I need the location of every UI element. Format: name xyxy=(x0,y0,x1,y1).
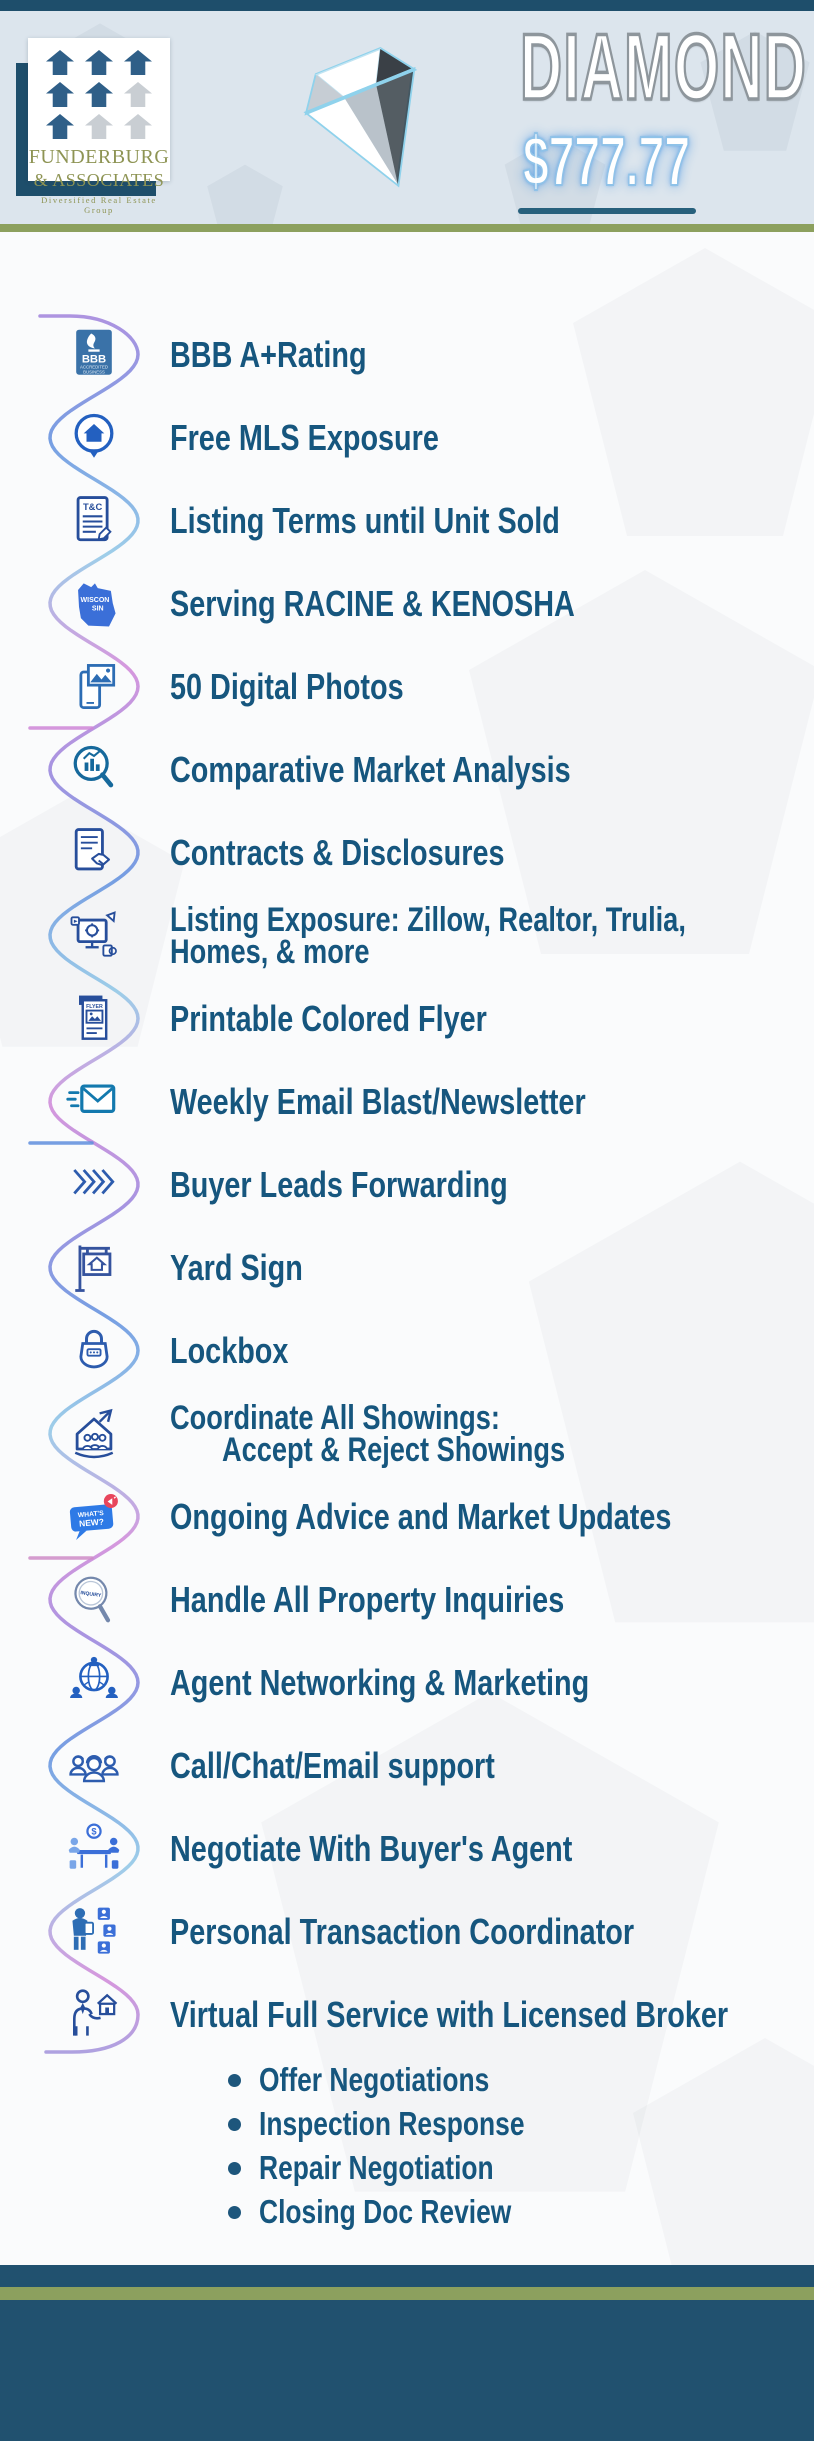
feature-text xyxy=(170,1827,814,1869)
house-arrow-icon xyxy=(124,114,152,139)
feature-row xyxy=(0,479,814,562)
feature-label: Buyer Leads Forwarding xyxy=(170,1163,508,1205)
svg-text:INQUIRY: INQUIRY xyxy=(79,1589,102,1599)
sub-bullet-label: Offer Negotiations xyxy=(259,2061,490,2098)
background-diamond-icon xyxy=(600,2032,814,2265)
feature-icon-cell xyxy=(0,408,170,468)
digital-photos-icon xyxy=(64,657,124,717)
feature-label: Ongoing Advice and Market Updates xyxy=(170,1495,672,1537)
feature-row xyxy=(0,313,814,396)
feature-text xyxy=(170,1910,814,1952)
feature-label: Negotiate With Buyer's Agent xyxy=(170,1827,573,1869)
brand-name-line2: & ASSOCIATES xyxy=(33,170,165,190)
feature-text xyxy=(170,1661,814,1703)
svg-text:NEW?: NEW? xyxy=(78,1515,105,1529)
footer xyxy=(0,2265,814,2441)
price-underline xyxy=(518,208,696,214)
package-name: DIAMOND xyxy=(519,14,808,119)
feature-label: Comparative Market Analysis xyxy=(170,748,571,790)
feature-row xyxy=(0,1309,814,1392)
logo-houses-grid xyxy=(28,50,170,139)
svg-text:WHAT'S: WHAT'S xyxy=(77,1509,105,1519)
feature-label: Yard Sign xyxy=(170,1246,303,1288)
feature-label-line2: Homes, & more xyxy=(170,932,370,971)
feature-text xyxy=(170,1578,814,1620)
feature-list-section xyxy=(0,232,814,2265)
feature-icon-cell xyxy=(0,574,170,634)
feature-text xyxy=(170,1329,814,1371)
sub-bullet-label: Closing Doc Review xyxy=(259,2193,512,2230)
flyer-icon xyxy=(64,989,124,1049)
feature-icon-cell xyxy=(0,657,170,717)
package-header xyxy=(432,14,808,214)
inquiries-icon xyxy=(64,1570,124,1630)
feature-text xyxy=(170,1080,814,1122)
feature-text xyxy=(170,1246,814,1288)
feature-text xyxy=(170,1993,814,2035)
feature-label: Lockbox xyxy=(170,1329,289,1371)
feature-text xyxy=(170,831,814,873)
svg-text:$: $ xyxy=(91,1825,97,1836)
feature-text xyxy=(170,997,814,1039)
bbb-text: BBB xyxy=(81,353,107,365)
package-price: $777.77 xyxy=(523,122,691,201)
feature-text xyxy=(170,1744,814,1786)
leads-forwarding-icon xyxy=(64,1155,124,1215)
accredited-text: ACCREDITED xyxy=(80,364,108,370)
sub-bullet-label: Inspection Response xyxy=(259,2105,525,2142)
feature-icon-cell xyxy=(0,740,170,800)
svg-text:WISCON: WISCON xyxy=(80,596,110,604)
bbb-accredited-icon xyxy=(64,325,124,385)
virtual-broker-icon xyxy=(64,1985,124,2045)
feature-label: Serving RACINE & KENOSHA xyxy=(170,582,575,624)
feature-icon-cell xyxy=(0,1155,170,1215)
feature-icon-cell xyxy=(0,1819,170,1879)
feature-icon-cell xyxy=(0,1404,170,1464)
email-blast-icon xyxy=(64,1072,124,1132)
feature-row xyxy=(0,1558,814,1641)
house-arrow-icon xyxy=(46,82,74,107)
feature-label: 50 Digital Photos xyxy=(170,665,404,707)
negotiate-icon xyxy=(64,1819,124,1879)
feature-label: Handle All Property Inquiries xyxy=(170,1578,565,1620)
feature-row xyxy=(0,1475,814,1558)
feature-row xyxy=(0,396,814,479)
brand-tagline: Diversified Real Estate Group xyxy=(41,195,157,215)
feature-icon-cell xyxy=(0,325,170,385)
terms-document-icon xyxy=(64,491,124,551)
feature-label: BBB A+Rating xyxy=(170,333,367,375)
feature-row xyxy=(0,1890,814,1973)
feature-icon-cell xyxy=(0,1902,170,1962)
feature-icon-cell xyxy=(0,823,170,883)
green-divider-stripe xyxy=(0,224,814,232)
feature-row xyxy=(0,728,814,811)
feature-row xyxy=(0,1641,814,1724)
transaction-coordinator-icon xyxy=(64,1902,124,1962)
house-arrow-icon xyxy=(85,50,113,75)
yard-sign-icon xyxy=(64,1238,124,1298)
feature-row xyxy=(0,1143,814,1226)
brand-name-line1: FUNDERBURG xyxy=(28,146,170,168)
feature-icon-cell xyxy=(0,989,170,1049)
house-arrow-icon xyxy=(85,114,113,139)
company-logo xyxy=(28,38,170,215)
header xyxy=(0,11,814,224)
feature-text xyxy=(170,1163,814,1205)
feature-icon-cell xyxy=(0,1072,170,1132)
top-accent-bar xyxy=(0,0,814,11)
feature-row xyxy=(0,1973,814,2056)
feature-row xyxy=(0,1060,814,1143)
background-diamond-icon xyxy=(190,161,300,224)
footer-blue-bar xyxy=(0,2265,814,2287)
feature-icon-cell xyxy=(0,1238,170,1298)
feature-row xyxy=(0,1392,814,1475)
feature-icon-cell xyxy=(0,1570,170,1630)
feature-rows xyxy=(0,232,814,2056)
feature-label-line2: Accept & Reject Showings xyxy=(222,1430,566,1469)
feature-text xyxy=(170,665,814,707)
agent-network-icon xyxy=(64,1653,124,1713)
feature-row xyxy=(0,894,814,977)
feature-icon-cell xyxy=(0,1321,170,1381)
feature-label: Agent Networking & Marketing xyxy=(170,1661,590,1703)
feature-row xyxy=(0,1226,814,1309)
mls-home-pin-icon xyxy=(64,408,124,468)
wisconsin-state-icon xyxy=(64,574,124,634)
logo-frame xyxy=(16,63,28,196)
feature-text xyxy=(170,900,814,971)
feature-label: Listing Terms until Unit Sold xyxy=(170,499,560,541)
sub-bullet-label: Repair Negotiation xyxy=(259,2149,494,2186)
svg-text:T&C: T&C xyxy=(82,501,103,512)
whats-new-icon xyxy=(64,1487,124,1547)
feature-icon-cell xyxy=(0,1985,170,2045)
feature-row xyxy=(0,1724,814,1807)
feature-text xyxy=(170,748,814,790)
house-arrow-icon xyxy=(85,82,113,107)
feature-text xyxy=(170,1398,814,1469)
bullet-dot-icon xyxy=(228,2206,241,2219)
contracts-icon xyxy=(64,823,124,883)
house-arrow-icon xyxy=(124,82,152,107)
feature-row xyxy=(0,562,814,645)
feature-label: Weekly Email Blast/Newsletter xyxy=(170,1080,586,1122)
house-arrow-icon xyxy=(124,50,152,75)
feature-icon-cell xyxy=(0,1736,170,1796)
feature-row xyxy=(0,1807,814,1890)
footer-blue-band xyxy=(0,2300,814,2441)
feature-row xyxy=(0,977,814,1060)
feature-label: Listing Exposure: Zillow, Realtor, Trulia, xyxy=(170,900,686,939)
feature-label: Virtual Full Service with Licensed Broker xyxy=(170,1993,729,2035)
house-arrow-icon xyxy=(46,50,74,75)
feature-icon-cell xyxy=(0,1653,170,1713)
listing-exposure-icon xyxy=(64,906,124,966)
feature-label: Call/Chat/Email support xyxy=(170,1744,495,1786)
feature-text xyxy=(170,499,814,541)
support-icon xyxy=(64,1736,124,1796)
feature-label: Personal Transaction Coordinator xyxy=(170,1910,635,1952)
svg-text:SIN: SIN xyxy=(91,605,104,613)
house-arrow-icon xyxy=(46,114,74,139)
showings-icon xyxy=(64,1404,124,1464)
feature-icon-cell xyxy=(0,491,170,551)
feature-label: Coordinate All Showings: xyxy=(170,1398,500,1437)
feature-row xyxy=(0,645,814,728)
feature-text xyxy=(170,416,814,458)
feature-label: Contracts & Disclosures xyxy=(170,831,505,873)
feature-icon-cell xyxy=(0,906,170,966)
svg-text:FLYER: FLYER xyxy=(86,1003,103,1010)
feature-text xyxy=(170,582,814,624)
feature-text xyxy=(170,333,814,375)
feature-label: Printable Colored Flyer xyxy=(170,997,487,1039)
feature-label: Free MLS Exposure xyxy=(170,416,439,458)
business-text: BUSINESS xyxy=(83,368,105,374)
footer-green-stripe xyxy=(0,2287,814,2300)
market-analysis-icon xyxy=(64,740,124,800)
lockbox-icon xyxy=(64,1321,124,1381)
feature-row xyxy=(0,811,814,894)
feature-text xyxy=(170,1495,814,1537)
feature-icon-cell xyxy=(0,1487,170,1547)
